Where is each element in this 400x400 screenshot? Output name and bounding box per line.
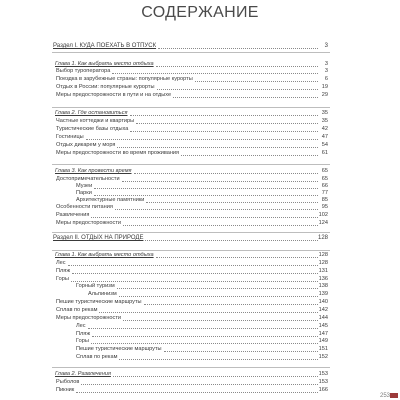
toc-entry-title: Рыболов [56,379,80,385]
toc-entry-title: Пешие туристические маршруты [76,346,162,352]
divider [52,107,330,108]
toc-entry-title: Глава 1. Как выбрать место отдыха [55,252,154,258]
dot-leader [112,73,318,74]
toc-page-number: 47 [321,134,328,140]
toc-entry [0,314,400,322]
toc-entry [0,337,400,345]
dot-leader [134,173,318,174]
toc-page-number: 95 [321,204,328,210]
toc-entry [0,149,400,157]
toc-entry-title: Горы [76,338,89,344]
toc-entry-title: Пикник [56,387,75,393]
toc-entry [0,75,400,83]
dot-leader [117,147,318,148]
dot-leader [113,376,318,377]
toc-entry [0,259,400,267]
toc-entry [0,345,400,353]
page-number: 253 [379,393,390,399]
toc-page-number: 144 [318,315,328,321]
divider [52,164,330,165]
divider [52,367,330,368]
toc-entry-title: Отдых дикарем у моря [56,142,116,148]
toc-entry-title: Меры предосторожности [56,220,122,226]
toc-entry [0,282,400,290]
toc-page-number: 153 [318,371,328,377]
toc-entry-title: Пляж [56,268,71,274]
toc-page-number: 166 [318,387,328,393]
toc-entry-title: Гостиницы [56,134,84,140]
toc-page-number: 147 [318,331,328,337]
toc-entry [0,203,400,211]
toc-entry [0,133,400,141]
toc-page-number: 131 [318,268,328,274]
toc-page-number: 149 [318,338,328,344]
toc-page-number: 102 [318,212,328,218]
toc-entry-title: Раздел I. КУДА ПОЕХАТЬ В ОТПУСК [53,43,157,49]
toc-page-number: 128 [317,235,328,241]
toc-page-number: 29 [321,92,328,98]
dot-leader [88,328,318,329]
toc-entry [0,125,400,133]
toc-entry-title: Меры предосторожности [56,315,122,321]
toc-page-number: 138 [318,283,328,289]
dot-leader [123,320,318,321]
toc-page-number: 66 [321,183,328,189]
toc-page-number: 6 [324,76,328,82]
dot-leader [195,81,318,82]
toc-entry [0,322,400,330]
toc-page-number: 153 [318,379,328,385]
toc-entry [0,91,400,99]
toc-chapter [0,109,400,117]
toc-page-number: 65 [321,168,328,174]
toc-entry [0,298,400,306]
dot-leader [130,115,318,116]
toc-page-number: 19 [321,84,328,90]
toc-page-number: 3 [324,43,328,49]
toc-entry-title: Горы [56,276,69,282]
divider [52,232,330,233]
toc-entry-title: Особенности питания [56,204,113,210]
toc-entry-title: Выбор туроператора [56,68,111,74]
toc-page-number: 128 [318,252,328,258]
dot-leader [119,296,318,297]
dot-leader [91,217,318,218]
dot-leader [81,384,318,385]
toc-entry-title: Раздел II. ОТДЫХ НА ПРИРОДЕ [53,235,144,241]
toc-entry-title: Пешие туристические маршруты [56,299,142,305]
toc-entry-title: Пляж [76,331,91,337]
toc-chapter [0,167,400,175]
page-title: СОДЕРЖАНИЕ [141,4,259,21]
toc-section [0,234,400,242]
toc-entry [0,378,400,386]
toc-entry-title: Альпинизм [88,291,117,297]
toc-page-number: 151 [318,346,328,352]
dot-leader [157,89,318,90]
toc-entry-title: Сплав по рекам [56,307,98,313]
toc-entry-title: Сплав по рекам [76,354,118,360]
toc-page-number: 142 [318,307,328,313]
toc-section [0,42,400,50]
toc-entry [0,211,400,219]
dot-leader [145,240,318,241]
dot-leader [99,312,318,313]
toc-entry-title: Музеи [76,183,93,189]
toc-chapter [0,251,400,259]
toc-entry [0,353,400,361]
dot-leader [181,155,318,156]
toc-entry [0,67,400,75]
toc-entry-title: Глава 1. Как выбрать место отдыха [55,61,154,67]
toc-entry [0,141,400,149]
dot-leader [144,304,318,305]
divider [52,52,330,53]
toc-entry-title: Лес [56,260,66,266]
toc-entry [0,83,400,91]
toc-entry-title: Развлечения [56,212,90,218]
toc-page-number: 35 [321,118,328,124]
toc-entry-title: Глава 2. Где остановиться [55,110,128,116]
toc-entry-title: Туристические базы отдыха [56,126,129,132]
toc-page-number: 140 [318,299,328,305]
toc-page-number: 128 [318,260,328,266]
toc-page-number: 61 [321,150,328,156]
dot-leader [72,273,318,274]
toc-entry [0,306,400,314]
toc-page-number: 3 [324,61,328,67]
toc-entry-title: Парки [76,190,92,196]
toc-entry-title: Меры предосторожности во время проживания [56,150,180,156]
toc-page-number: 136 [318,276,328,282]
toc-chapter [0,370,400,378]
toc-entry-title: Поездка в зарубежные страны: популярные курорты [56,76,193,82]
toc-entry [0,267,400,275]
toc-page-number: 3 [324,68,328,74]
toc-entry [0,219,400,227]
toc-page-number: 54 [321,142,328,148]
dot-leader [136,123,318,124]
toc-entry [0,290,400,298]
toc-page-number: 145 [318,323,328,329]
toc-page-number: 42 [321,126,328,132]
toc-page-number: 85 [321,197,328,203]
dot-leader [91,343,318,344]
toc-entry [0,117,400,125]
toc-page-number: 35 [321,110,328,116]
toc-entry-title: Меры предосторожности в пути и на отдыхе [56,92,172,98]
dot-leader [117,288,318,289]
corner-mark [390,393,398,398]
toc-entry-title: Глава 2. Развлечения [55,371,111,377]
toc-entry-title: Горный туризм [76,283,115,289]
toc-entry-title: Частные коттеджи и квартиры [56,118,135,124]
toc-page-number: 77 [321,190,328,196]
dot-leader [123,225,318,226]
dot-leader [164,351,318,352]
toc-entry [0,386,400,394]
toc-entry-title: Лес [76,323,86,329]
toc-entry-title: Достопримечательности [56,176,120,182]
dot-leader [86,139,318,140]
toc-page-number: 124 [318,220,328,226]
toc-page-number: 65 [321,176,328,182]
dot-leader [130,131,318,132]
dot-leader [173,97,318,98]
toc-entry-title: Глава 3. Как провести время [55,168,132,174]
dot-leader [76,392,318,393]
dot-leader [158,48,318,49]
toc-page-number: 152 [318,354,328,360]
dot-leader [156,257,318,258]
dot-leader [68,265,318,266]
dot-leader [115,209,318,210]
toc-page-number: 139 [318,291,328,297]
toc-entry-title: Архитектурные памятники [76,197,145,203]
toc-entry-title: Отдых в России: популярные курорты [56,84,155,90]
dot-leader [119,359,318,360]
